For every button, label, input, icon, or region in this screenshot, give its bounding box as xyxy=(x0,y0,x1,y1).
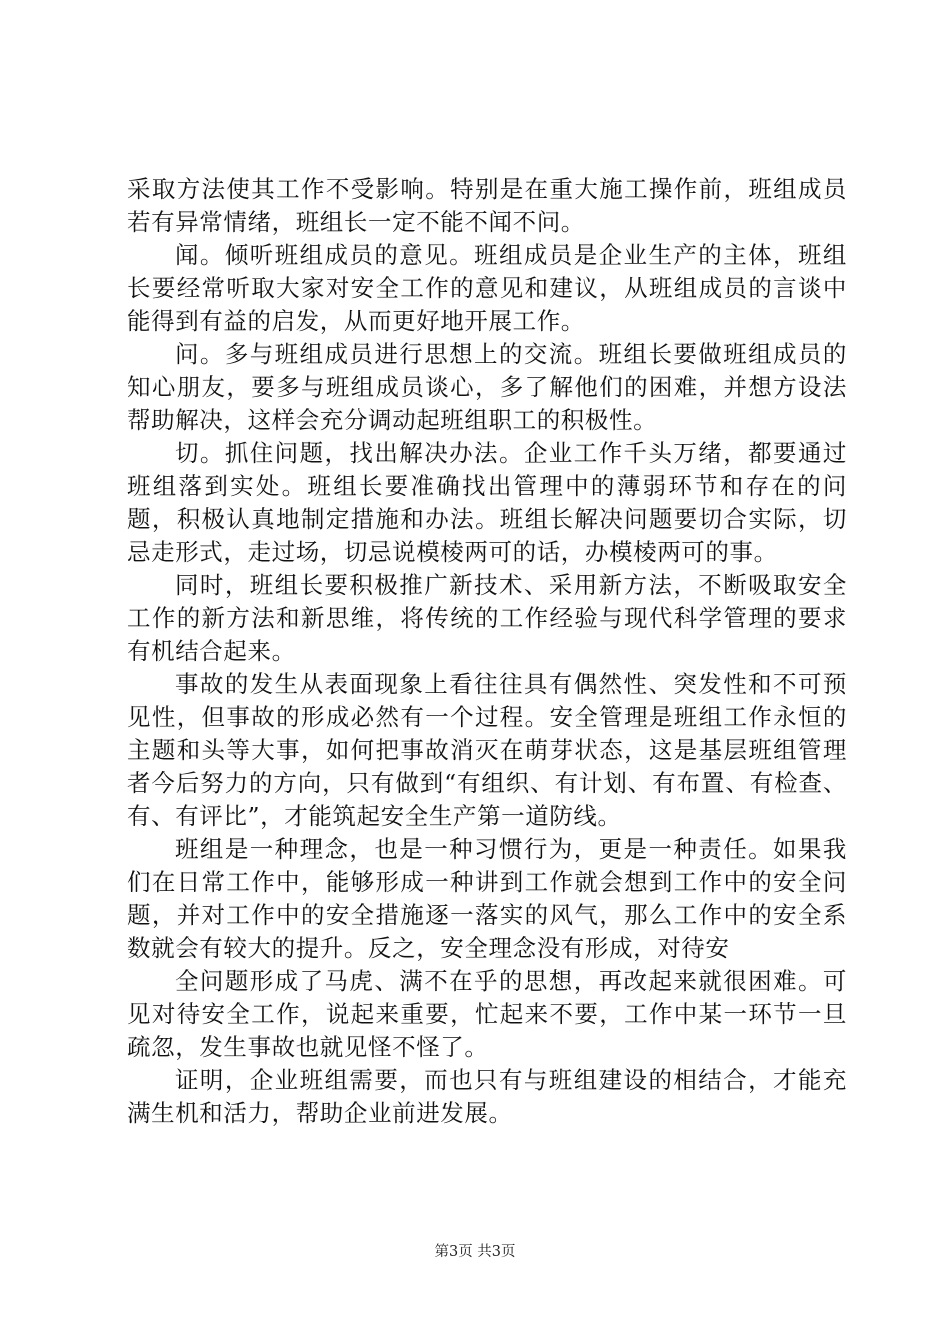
paragraph-safety-issue: 全问题形成了马虎、满不在乎的思想，再改起来就很困难。可见对待安全工作，说起来重要，忙起来不要，工作中某一环节一旦疏忽，发生事故也就见怪不怪了。 xyxy=(127,967,847,1061)
paragraph-qie: 切。抓住问题，找出解决办法。企业工作千头万绪，都要通过班组落到实处。班组长要准确找出管理中的薄弱环节和存在的问题，积极认真地制定措施和办法。班组长解决问题要切合实际，切忌走形式，走过场，切忌说模棱两可的话，办模棱两可的事。 xyxy=(127,439,847,566)
document-body xyxy=(127,173,847,1130)
paragraph-continuation: 采取方法使其工作不受影响。特别是在重大施工操作前，班组成员若有异常情绪，班组长一定不能不闻不问。 xyxy=(127,175,847,236)
paragraph-conclusion: 证明，企业班组需要，而也只有与班组建设的相结合，才能充满生机和活力，帮助企业前进发展。 xyxy=(127,1066,847,1127)
paragraph-team-concept: 班组是一种理念，也是一种习惯行为，更是一种责任。如果我们在日常工作中，能够形成一种讲到工作就会想到工作中的安全问题，并对工作中的安全措施逐一落实的风气，那么工作中的安全系数就会有较大的提升。反之，安全理念没有形成，对待安 xyxy=(127,835,847,962)
paragraph-wen-listen: 闻。倾听班组成员的意见。班组成员是企业生产的主体，班组长要经常听取大家对安全工作的意见和建议，从班组成员的言谈中能得到有益的启发，从而更好地开展工作。 xyxy=(127,241,847,335)
paragraph-wen-ask: 问。多与班组成员进行思想上的交流。班组长要做班组成员的知心朋友，要多与班组成员谈心，多了解他们的困难，并想方设法帮助解决，这样会充分调动起班组职工的积极性。 xyxy=(127,340,847,434)
paragraph-tongshi: 同时，班组长要积极推广新技术、采用新方法，不断吸取安全工作的新方法和新思维，将传统的工作经验与现代科学管理的要求有机结合起来。 xyxy=(127,571,847,665)
page-footer: 第3页 共3页 xyxy=(434,1244,516,1260)
paragraph-accident: 事故的发生从表面现象上看往往具有偶然性、突发性和不可预见性，但事故的形成必然有一个过程。安全管理是班组工作永恒的主题和头等大事，如何把事故消灭在萌芽状态，这是基层班组管理者今后努力的方向，只有做到“有组织、有计划、有布置、有检查、有、有评比”，才能筑起安全生产第一道防线。 xyxy=(127,670,847,830)
